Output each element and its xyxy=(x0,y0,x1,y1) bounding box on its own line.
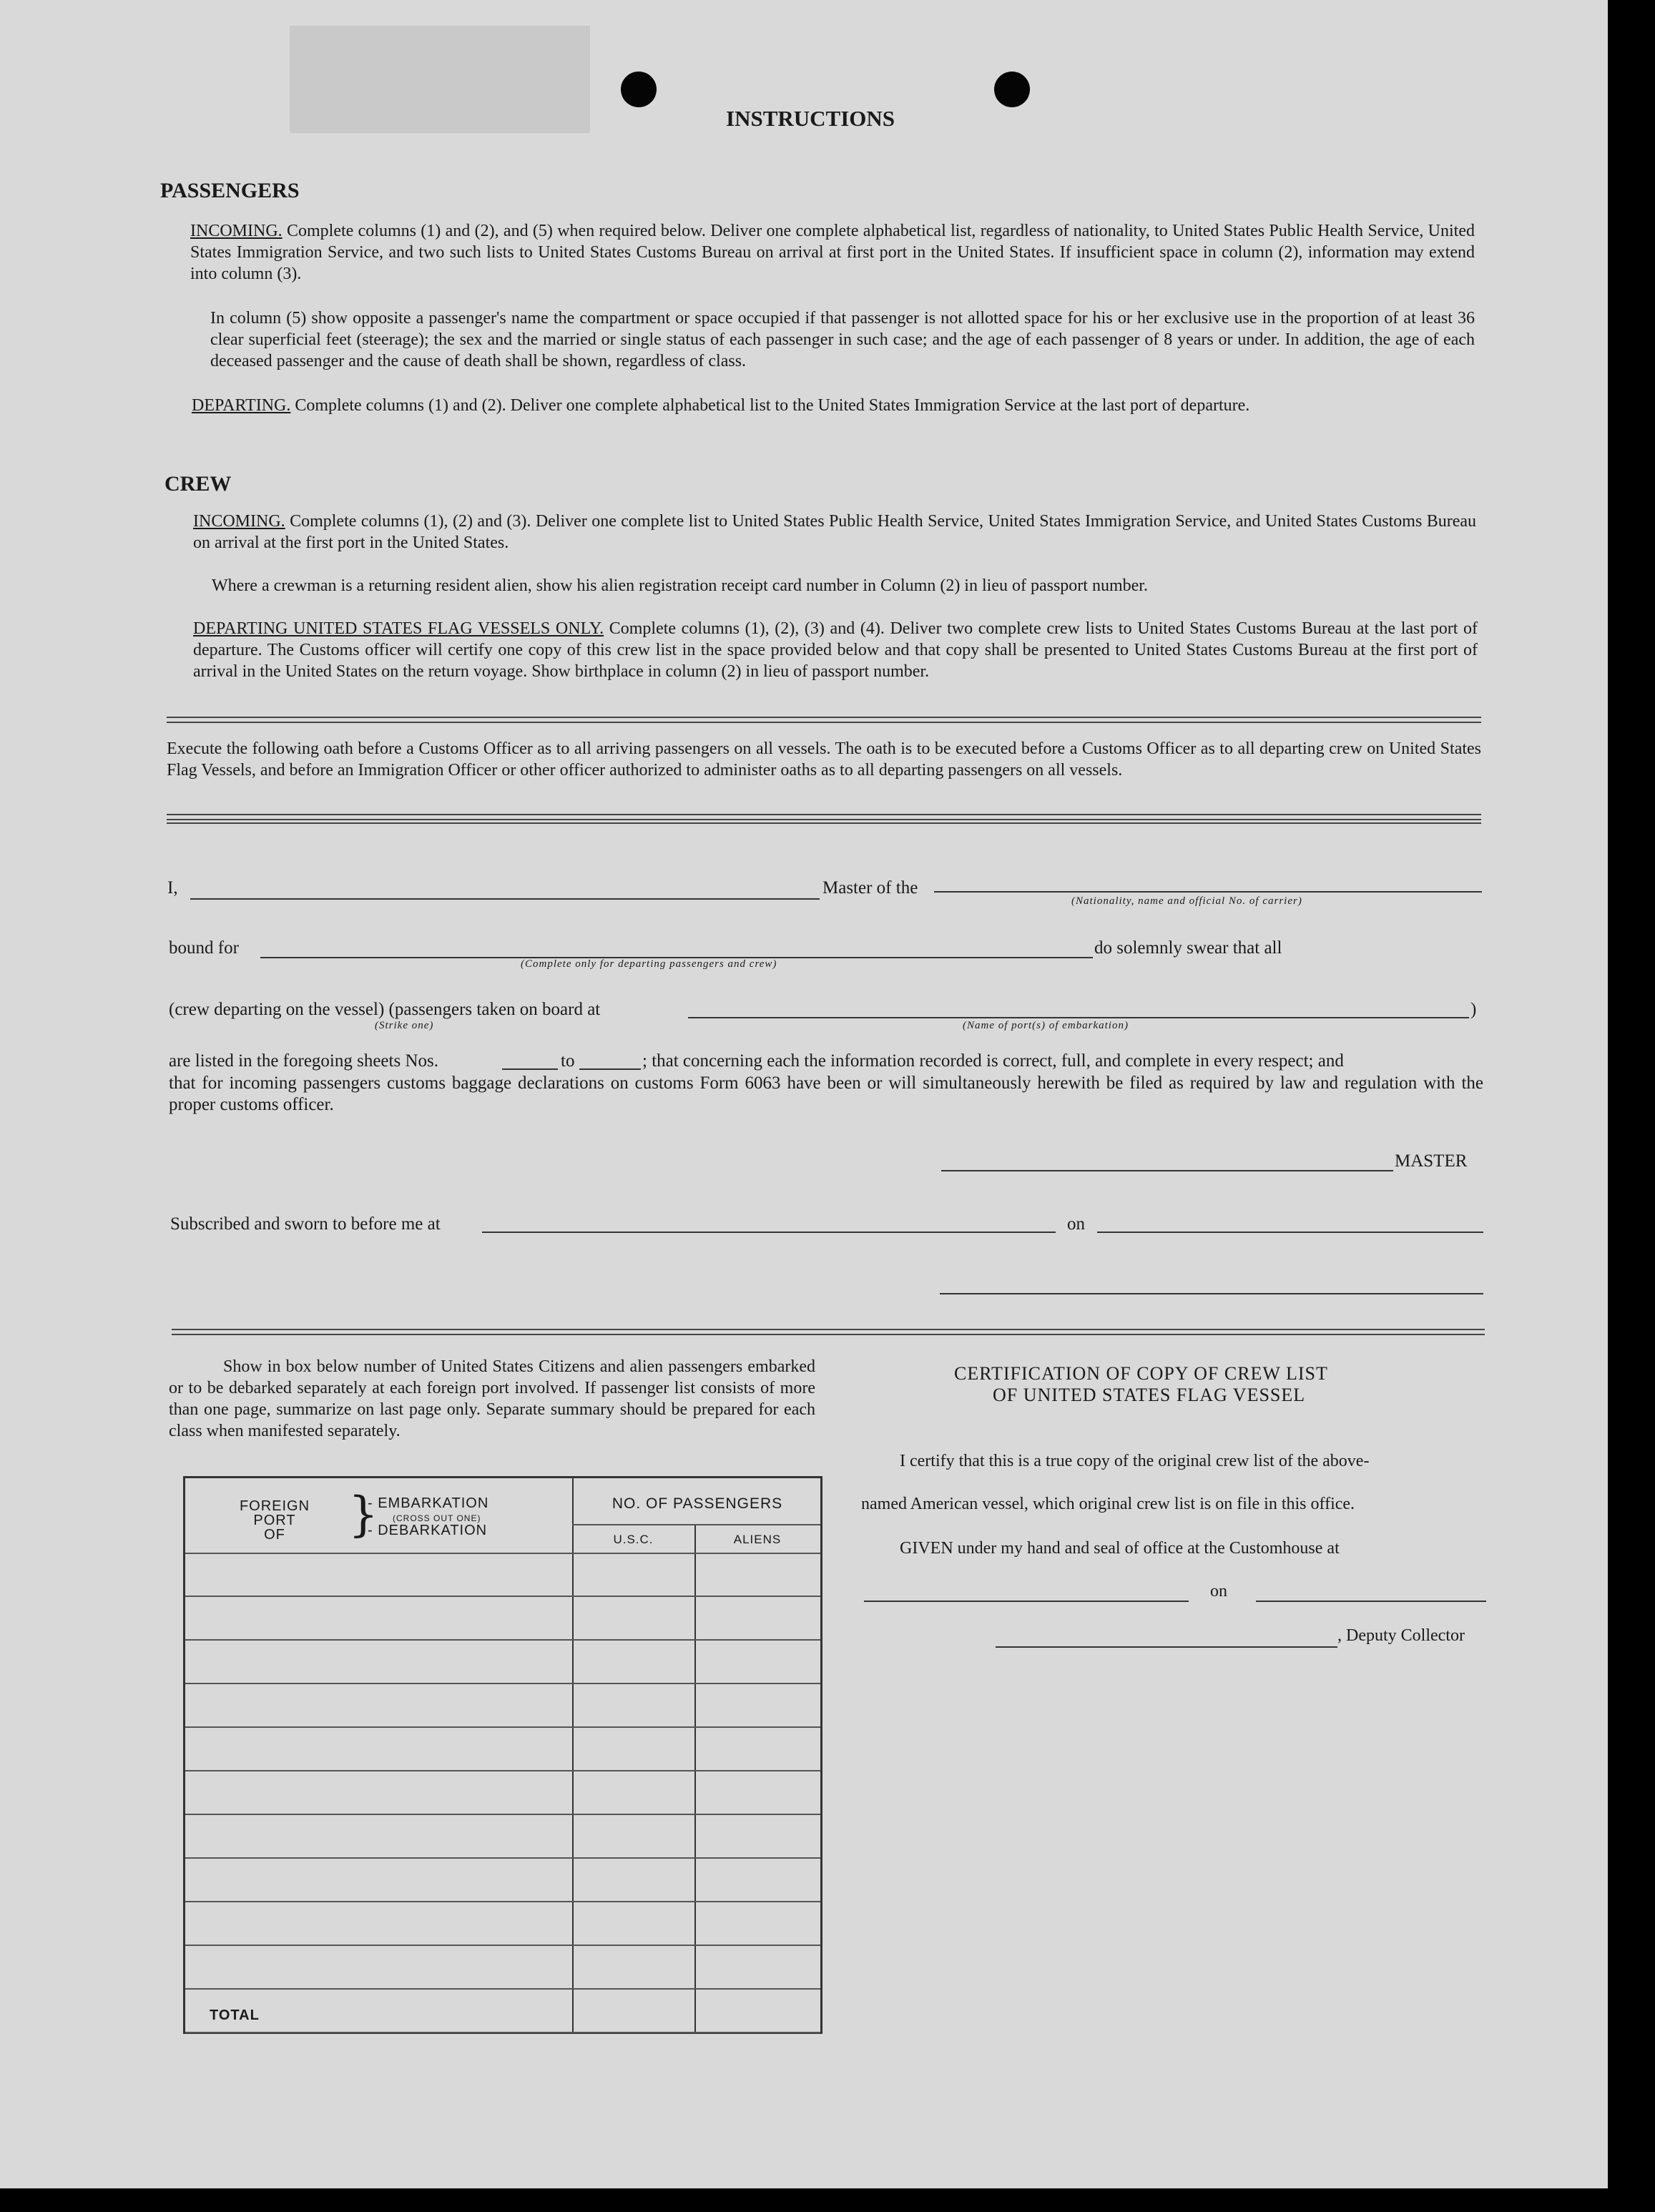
crew-departing-paragraph xyxy=(193,618,1478,682)
passengers-incoming-label: INCOMING. xyxy=(190,222,283,240)
table-row[interactable] xyxy=(185,2032,820,2033)
passengers-incoming-paragraph xyxy=(190,220,1475,285)
master-label: MASTER xyxy=(1395,1151,1468,1171)
table-row[interactable] xyxy=(185,1770,820,1771)
oath-sheet-to-line[interactable] xyxy=(579,1068,641,1070)
oath-carrier-line[interactable] xyxy=(934,891,1482,893)
certify-line2: named American vessel, which original crew list is on file in this office. xyxy=(861,1495,1355,1513)
table-row[interactable] xyxy=(185,1596,820,1597)
oath-sheet-from-line[interactable] xyxy=(502,1068,558,1070)
brace-icon: } xyxy=(348,1487,378,1542)
col-foreign-line1: FOREIGN xyxy=(239,1498,310,1514)
passengers-column5-paragraph: In column (5) show opposite a passenger's name the compartment or space occupied if that passenger is not allotted space for his or her exclusive use in the proportion of at least 36 clear superficial feet (steerage); the sex and the married or single status of each passenger in such case; and the age of each passenger of 8 years or under. In addition, the age of each deceased passenger and the cause of death shall be shown, regardless of class. xyxy=(210,309,1475,370)
punch-hole-left xyxy=(621,72,657,107)
master-signature-line[interactable] xyxy=(941,1170,1393,1171)
table-header-line xyxy=(185,1553,820,1554)
crew-heading: CREW xyxy=(164,472,232,496)
oath-i-label: I, xyxy=(167,878,178,898)
certify-line1: I certify that this is a true copy of the original crew list of the above- xyxy=(900,1452,1370,1470)
col-passengers-header: NO. OF PASSENGERS xyxy=(612,1495,783,1512)
oath-listed-to: to xyxy=(561,1051,575,1071)
subscribed-place-line[interactable] xyxy=(482,1232,1056,1233)
table-row[interactable] xyxy=(185,1857,820,1859)
subscribed-on-label: on xyxy=(1067,1214,1085,1234)
crew-departing-text: Complete columns (1), (2), (3) and (4). Deliver two complete crew lists to United States Customs Bureau at the last port of departure. The Customs officer will certify one copy of this crew list in the space provided below and that copy shall be presented to United States Customs Bureau at the first port of arrival in the United States on the return voyage. Show birthplace in column (2) in lieu of passport number. xyxy=(193,619,1478,681)
divider-oath-2 xyxy=(167,822,1481,824)
page-title: INSTRUCTIONS xyxy=(726,106,895,131)
crew-resident-paragraph: Where a crewman is a returning resident alien, show his alien registration receipt card number in Column (2) in lieu of passport number. xyxy=(212,576,1148,595)
col-foreign-line2: PORT xyxy=(253,1513,296,1528)
oath-listed-b: ; that concerning each the information recorded is correct, full, and complete in every respect; and xyxy=(642,1051,1344,1071)
table-row[interactable] xyxy=(185,1945,820,1946)
oath-crew-departing-label: (crew departing on the vessel) (passengers taken on board at xyxy=(169,1000,601,1019)
oath-bound-for-label: bound for xyxy=(169,938,239,958)
divider-crew xyxy=(167,717,1481,723)
table-total-label: TOTAL xyxy=(210,2007,260,2023)
table-col-divider-2 xyxy=(694,1525,696,2032)
passengers-departing-label: DEPARTING. xyxy=(192,396,291,415)
crew-incoming-text: Complete columns (1), (2) and (3). Deliver one complete list to United States Public Health Service, United States Immigration Service, and United States Customs Bureau on arrival at the first port in the United States. xyxy=(193,512,1476,552)
col-usc: U.S.C. xyxy=(613,1533,654,1546)
deputy-signature-line[interactable] xyxy=(996,1646,1337,1648)
certification-title-line1: CERTIFICATION OF COPY OF CREW LIST xyxy=(954,1363,1328,1384)
officer-signature-line[interactable] xyxy=(940,1293,1483,1294)
bound-for-hint: (Complete only for departing passengers and crew) xyxy=(521,958,777,970)
oath-swear-label: do solemnly swear that all xyxy=(1094,938,1282,958)
customhouse-line[interactable] xyxy=(864,1601,1189,1602)
col-foreign-line3: OF xyxy=(264,1527,285,1543)
nationality-hint: (Nationality, name and official No. of carrier) xyxy=(1071,895,1302,907)
table-header-sub-line xyxy=(572,1524,820,1525)
divider-oath-1 xyxy=(167,814,1481,820)
oath-intro-paragraph: Execute the following oath before a Customs Officer as to all arriving passengers on all vessels. The oath is to be executed before a Customs Officer as to all departing crew on United States Flag Vessels, and before an Immigration Officer or other officer authorized to administer oaths as to all departing passengers on all vessels. xyxy=(167,739,1481,780)
strike-one-hint: (Strike one) xyxy=(375,1020,434,1031)
oath-listed-c: that for incoming passengers customs baggage declarations on customs Form 6063 have been or will simultaneously herewith be filed as required by law and regulation with the proper customs officer. xyxy=(169,1073,1483,1114)
passengers-departing-paragraph xyxy=(192,395,1475,416)
punch-hole-right xyxy=(994,72,1030,107)
oath-port-line[interactable] xyxy=(688,1017,1469,1018)
certification-title-line2: OF UNITED STATES FLAG VESSEL xyxy=(993,1385,1306,1405)
subscribed-label: Subscribed and sworn to before me at xyxy=(170,1214,441,1234)
table-row[interactable] xyxy=(185,1901,820,1902)
summary-paragraph: Show in box below number of United States Citizens and alien passengers embarked or to be debarked separately at each foreign port involved. If passenger list consists of more than one page, summarize on last page only. Separate summary should be prepared for each class when manifested separately. xyxy=(169,1357,815,1440)
passengers-heading: PASSENGERS xyxy=(160,179,300,202)
divider-certification xyxy=(172,1329,1485,1335)
table-row[interactable] xyxy=(185,1988,820,1990)
certification-date-line[interactable] xyxy=(1256,1601,1486,1602)
passengers-departing-text: Complete columns (1) and (2). Deliver one complete alphabetical list to the United States Immigration Service at the last port of departure. xyxy=(290,396,1250,415)
deputy-collector-label: , Deputy Collector xyxy=(1337,1626,1465,1645)
table-row[interactable] xyxy=(185,1683,820,1684)
table-row[interactable] xyxy=(185,1726,820,1728)
oath-master-name-line[interactable] xyxy=(190,898,820,900)
table-row[interactable] xyxy=(185,1814,820,1815)
oath-master-of-label: Master of the xyxy=(822,878,918,898)
crew-incoming-label: INCOMING. xyxy=(193,512,285,531)
passenger-summary-table xyxy=(183,1476,822,2034)
given-text: GIVEN under my hand and seal of office at the Customhouse at xyxy=(900,1539,1340,1558)
certification-on-label: on xyxy=(1210,1582,1227,1601)
col-embarkation: - EMBARKATION xyxy=(368,1495,489,1511)
port-hint: (Name of port(s) of embarkation) xyxy=(963,1020,1129,1031)
scan-smudge xyxy=(290,26,590,133)
oath-close-paren: ) xyxy=(1470,1000,1477,1019)
crew-departing-label: DEPARTING UNITED STATES FLAG VESSELS ONLY. xyxy=(193,619,604,638)
table-row[interactable] xyxy=(185,1639,820,1641)
crew-incoming-paragraph xyxy=(193,511,1476,554)
subscribed-date-line[interactable] xyxy=(1097,1232,1483,1233)
col-cross-out: (CROSS OUT ONE) xyxy=(393,1513,481,1523)
col-debarkation: - DEBARKATION xyxy=(368,1523,488,1538)
table-col-divider-1 xyxy=(572,1478,574,2032)
col-aliens: ALIENS xyxy=(733,1533,782,1546)
oath-listed-a: are listed in the foregoing sheets Nos. xyxy=(169,1051,438,1071)
passengers-incoming-text: Complete columns (1) and (2), and (5) when required below. Deliver one complete alphabetical list, regardless of nationality, to United States Public Health Service, United States Immigration Service, and two such lists to United States Customs Bureau on arrival at first port in the United States. If insufficient space in column (2), information may extend into column (3). xyxy=(190,222,1475,283)
